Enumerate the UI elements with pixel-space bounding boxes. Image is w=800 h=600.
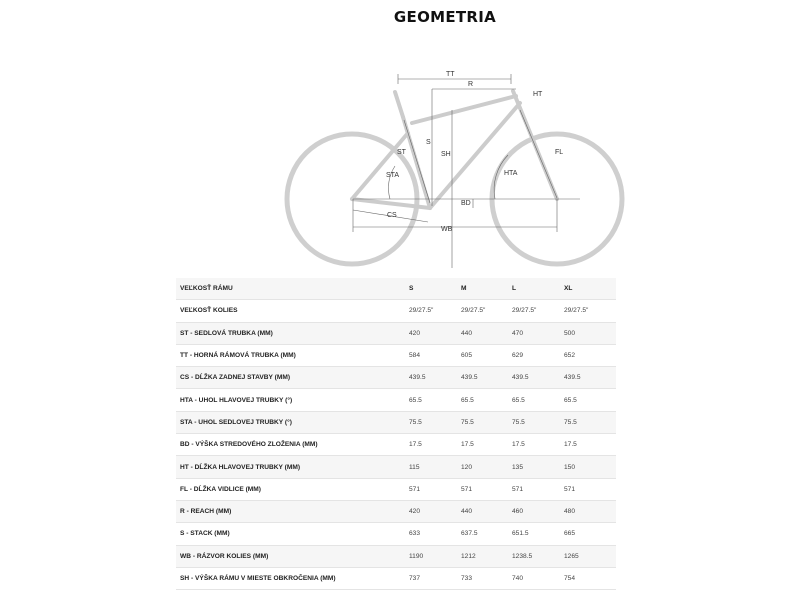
cell-m: 120 <box>461 456 512 478</box>
cell-s: 1190 <box>409 545 461 567</box>
cell-m: 1212 <box>461 545 512 567</box>
label-r: R <box>468 81 474 88</box>
table-row <box>176 456 616 478</box>
cell-s: 420 <box>409 500 461 522</box>
cell-l: 571 <box>512 478 564 500</box>
cell-l: 29/27.5" <box>512 300 564 322</box>
label-bd: BD <box>461 200 471 207</box>
cell-m: 571 <box>461 478 512 500</box>
cell-xl: 17.5 <box>564 434 616 456</box>
cell-s: 420 <box>409 322 461 344</box>
label-wb: WB <box>441 226 453 233</box>
cell-xl: 754 <box>564 567 616 589</box>
table-row <box>176 567 616 589</box>
label-hta: HTA <box>504 170 518 177</box>
size-s: S <box>409 278 461 300</box>
row-label: TT - HORNÁ RÁMOVÁ TRUBKA (MM) <box>176 344 409 366</box>
row-label: CS - DĹŽKA ZADNEJ STAVBY (MM) <box>176 367 409 389</box>
size-xl: XL <box>564 278 616 300</box>
table-row <box>176 545 616 567</box>
table-row <box>176 344 616 366</box>
row-label: R - REACH (MM) <box>176 500 409 522</box>
cell-m: 637.5 <box>461 523 512 545</box>
top-tube <box>412 96 516 123</box>
cell-xl: 439.5 <box>564 367 616 389</box>
table-row <box>176 523 616 545</box>
row-label: STA - UHOL SEDLOVEJ TRUBKY (°) <box>176 411 409 433</box>
cell-l: 439.5 <box>512 367 564 389</box>
row-label: ST - SEDLOVÁ TRUBKA (MM) <box>176 322 409 344</box>
cell-l: 470 <box>512 322 564 344</box>
table-row <box>176 367 616 389</box>
cell-m: 65.5 <box>461 389 512 411</box>
cell-s: 17.5 <box>409 434 461 456</box>
cell-l: 17.5 <box>512 434 564 456</box>
cell-s: 115 <box>409 456 461 478</box>
cell-l: 651.5 <box>512 523 564 545</box>
label-fl: FL <box>555 149 564 156</box>
cell-xl: 665 <box>564 523 616 545</box>
label-st: ST <box>397 149 406 156</box>
cell-xl: 75.5 <box>564 411 616 433</box>
cell-m: 605 <box>461 344 512 366</box>
cell-xl: 480 <box>564 500 616 522</box>
seatpost <box>395 92 403 117</box>
cell-s: 75.5 <box>409 411 461 433</box>
cell-s: 571 <box>409 478 461 500</box>
frame-size-label: VEĽKOSŤ RÁMU <box>176 278 409 300</box>
cell-s: 65.5 <box>409 389 461 411</box>
label-cs: CS <box>387 212 397 219</box>
label-sh: SH <box>441 151 451 158</box>
geometry-table <box>176 278 616 590</box>
cell-xl: 500 <box>564 322 616 344</box>
table-row <box>176 434 616 456</box>
cell-m: 439.5 <box>461 367 512 389</box>
size-m: M <box>461 278 512 300</box>
row-label: SH - VÝŠKA RÁMU V MIESTE OBKROČENIA (MM) <box>176 567 409 589</box>
cell-m: 75.5 <box>461 411 512 433</box>
row-label: BD - VÝŠKA STREDOVÉHO ZLOŽENIA (MM) <box>176 434 409 456</box>
table-header-row <box>176 278 616 300</box>
row-label: WB - RÁZVOR KOLIES (MM) <box>176 545 409 567</box>
cell-l: 460 <box>512 500 564 522</box>
table-row <box>176 300 616 322</box>
size-l: L <box>512 278 564 300</box>
cell-s: 584 <box>409 344 461 366</box>
label-tt: TT <box>446 71 455 78</box>
cell-xl: 150 <box>564 456 616 478</box>
cell-l: 740 <box>512 567 564 589</box>
cell-s: 439.5 <box>409 367 461 389</box>
row-label: FL - DĹŽKA VIDLICE (MM) <box>176 478 409 500</box>
table-row <box>176 500 616 522</box>
table-row <box>176 411 616 433</box>
cell-m: 440 <box>461 322 512 344</box>
label-s: S <box>426 139 431 146</box>
cell-l: 1238.5 <box>512 545 564 567</box>
table-row <box>176 478 616 500</box>
cell-m: 440 <box>461 500 512 522</box>
row-label: S - STACK (MM) <box>176 523 409 545</box>
table-row <box>176 322 616 344</box>
cell-xl: 65.5 <box>564 389 616 411</box>
cell-m: 29/27.5" <box>461 300 512 322</box>
label-ht: HT <box>533 91 543 98</box>
cell-l: 75.5 <box>512 411 564 433</box>
cell-s: 29/27.5" <box>409 300 461 322</box>
cell-l: 629 <box>512 344 564 366</box>
bike-geometry-diagram <box>280 58 640 270</box>
page-title: GEOMETRIA <box>393 8 497 26</box>
row-label: HT - DĹŽKA HLAVOVEJ TRUBKY (MM) <box>176 456 409 478</box>
cell-l: 65.5 <box>512 389 564 411</box>
table-row <box>176 389 616 411</box>
cell-m: 17.5 <box>461 434 512 456</box>
label-sta: STA <box>386 172 400 179</box>
cell-m: 733 <box>461 567 512 589</box>
cell-xl: 571 <box>564 478 616 500</box>
cell-l: 135 <box>512 456 564 478</box>
cell-xl: 1265 <box>564 545 616 567</box>
cell-s: 633 <box>409 523 461 545</box>
row-label: HTA - UHOL HLAVOVEJ TRUBKY (°) <box>176 389 409 411</box>
cell-s: 737 <box>409 567 461 589</box>
cell-xl: 652 <box>564 344 616 366</box>
row-label: VEĽKOSŤ KOLIES <box>176 300 409 322</box>
cell-xl: 29/27.5" <box>564 300 616 322</box>
